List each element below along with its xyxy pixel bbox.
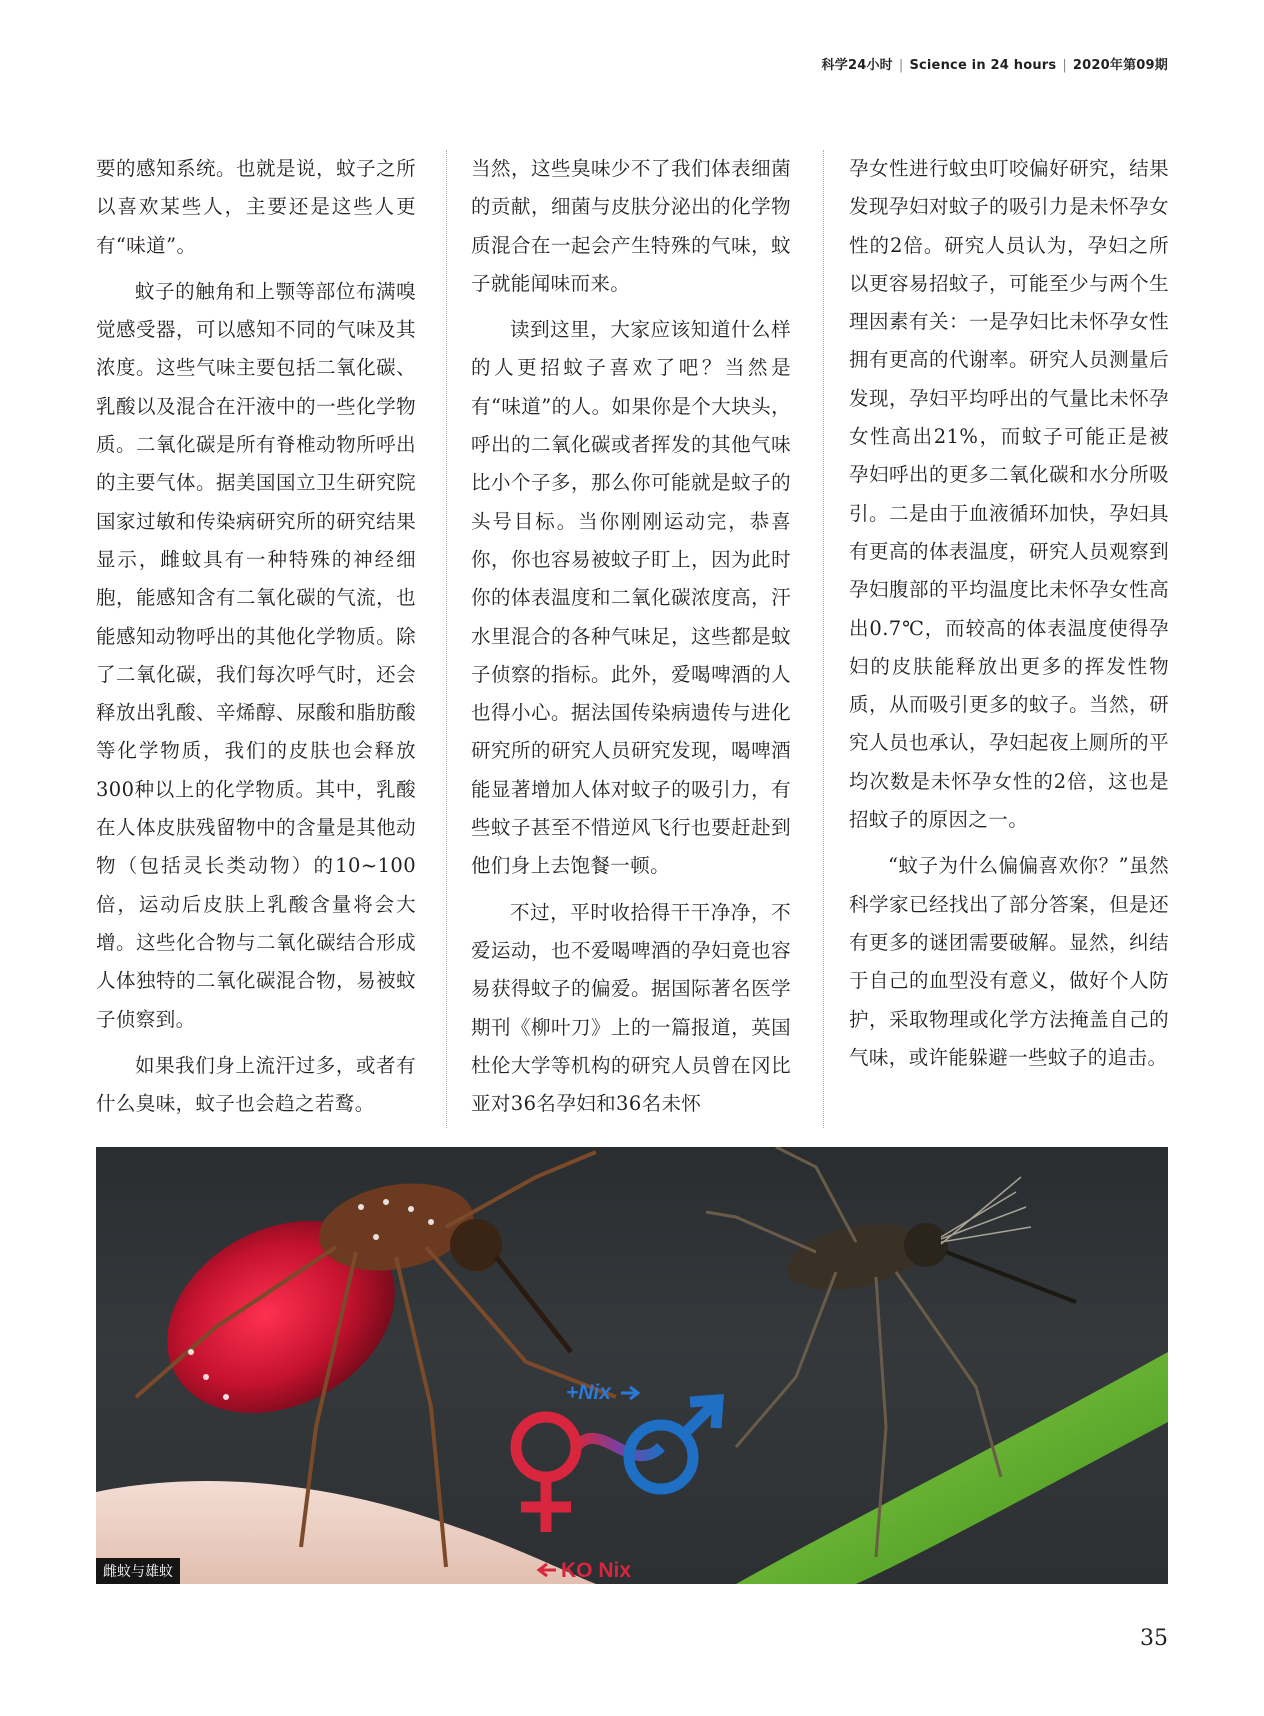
- paragraph: 如果我们身上流汗过多，或者有什么臭味，蚊子也会趋之若鹜。: [96, 1053, 416, 1116]
- header-separator: |: [898, 58, 904, 73]
- paragraph: 读到这里，大家应该知道什么样的人更招蚊子喜欢了吧？当然是有“味道”的人。如果你是个大块头，呼出的二氧化碳或者挥发的其他气味比小个子多，那么你可能就是蚊子的头号目标。当你刚刚运动完，恭喜你，你也容易被蚊子盯上，因为此时你的体表温度和二氧化碳浓度高，汗水里混合的各种气味足，这些都是蚊子侦察的指标。此外，爱喝啤酒的人也得小心。据法国传染病遗传与进化研究所的研究人员研究发现，喝啤酒能显著增加人体对蚊子的吸引力，有些蚊子甚至不惜逆风飞行也要赶赴到他们身上去饱餐一顿。: [471, 318, 791, 878]
- paragraph: 不过，平时收拾得干干净净，不爱运动，也不爱喝啤酒的孕妇竟也容易获得蚊子的偏爱。据国际著名医学期刊《柳叶刀》上的一篇报道，英国杜伦大学等机构的研究人员曾在冈比亚对36名孕妇和36名未怀: [471, 900, 791, 1116]
- text-column-2: [471, 150, 791, 1131]
- column-divider: [446, 150, 447, 1128]
- running-header: [822, 54, 1168, 73]
- magazine-name-en: Science in 24 hours: [909, 58, 1057, 73]
- gender-symbols: [516, 1400, 718, 1532]
- figure-caption: 雌蚊与雄蚊: [96, 1558, 180, 1584]
- mosquito-photo: [96, 1147, 1168, 1584]
- magazine-name-cn: 科学24小时: [821, 58, 893, 73]
- paragraph: 当然，这些臭味少不了我们体表细菌的贡献，细菌与皮肤分泌出的化学物质混合在一起会产生特殊的气味，蚊子就能闻味而来。: [471, 157, 791, 295]
- mosquito-illustration: [96, 1147, 1168, 1584]
- paragraph: 孕女性进行蚊虫叮咬偏好研究，结果发现孕妇对蚊子的吸引力是未怀孕女性的2倍。研究人员认为，孕妇之所以更容易招蚊子，可能至少与两个生理因素有关：一是孕妇比未怀孕女性拥有更高的代谢率。研究人员测量后发现，孕妇平均呼出的气量比未怀孕女性高出21%，而蚊子可能正是被孕妇呼出的更多二氧化碳和水分所吸引。二是由于血液循环加快，孕妇具有更高的体表温度，研究人员观察到孕妇腹部的平均温度比未怀孕女性高出0.7℃，而较高的体表温度使得孕妇的皮肤能释放出更多的挥发性物质，从而吸引更多的蚊子。当然，研究人员也承认，孕妇起夜上厕所的平均次数是未怀孕女性的2倍，这也是招蚊子的原因之一。: [849, 157, 1169, 832]
- page-number: 35: [1140, 1626, 1168, 1651]
- paragraph: 蚊子的触角和上颚等部位布满嗅觉感受器，可以感知不同的气味及其浓度。这些气味主要包括二氧化碳、乳酸以及混合在汗液中的一些化学物质。二氧化碳是所有脊椎动物所呼出的主要气体。据美国国立卫生研究院国家过敏和传染病研究所的研究结果显示，雌蚊具有一种特殊的神经细胞，能感知含有二氧化碳的气流，也能感知动物呼出的其他化学物质。除了二氧化碳，我们每次呼气时，还会释放出乳酸、辛烯醇、尿酸和脂肪酸等化学物质，我们的皮肤也会释放300种以上的化学物质。其中，乳酸在人体皮肤残留物中的含量是其他动物（包括灵长类动物）的10~100倍，运动后皮肤上乳酸含量将会大增。这些化合物与二氧化碳结合形成人体独特的二氧化碳混合物，易被蚊子侦察到。: [96, 279, 416, 1031]
- column-divider: [823, 150, 824, 1128]
- text-column-3: [849, 150, 1169, 1085]
- arrow-right-icon: [621, 1387, 638, 1399]
- issue-label: 2020年第09期: [1072, 58, 1168, 73]
- paragraph: “蚊子为什么偏偏喜欢你？”虽然科学家已经找出了部分答案，但是还有更多的谜团需要破解。显然，纠结于自己的血型没有意义，做好个人防护，采取物理或化学方法掩盖自己的气味，或许能躲避一些蚊子的追击。: [849, 854, 1169, 1069]
- green-leaf: [736, 1352, 1168, 1584]
- plus-nix-label: +Nix: [566, 1381, 611, 1404]
- ko-nix-label: KO Nix: [561, 1559, 632, 1582]
- text-column-1: [96, 150, 416, 1131]
- paragraph: 要的感知系统。也就是说，蚊子之所以喜欢某些人，主要还是这些人更有“味道”。: [96, 157, 416, 257]
- header-separator: |: [1062, 58, 1067, 73]
